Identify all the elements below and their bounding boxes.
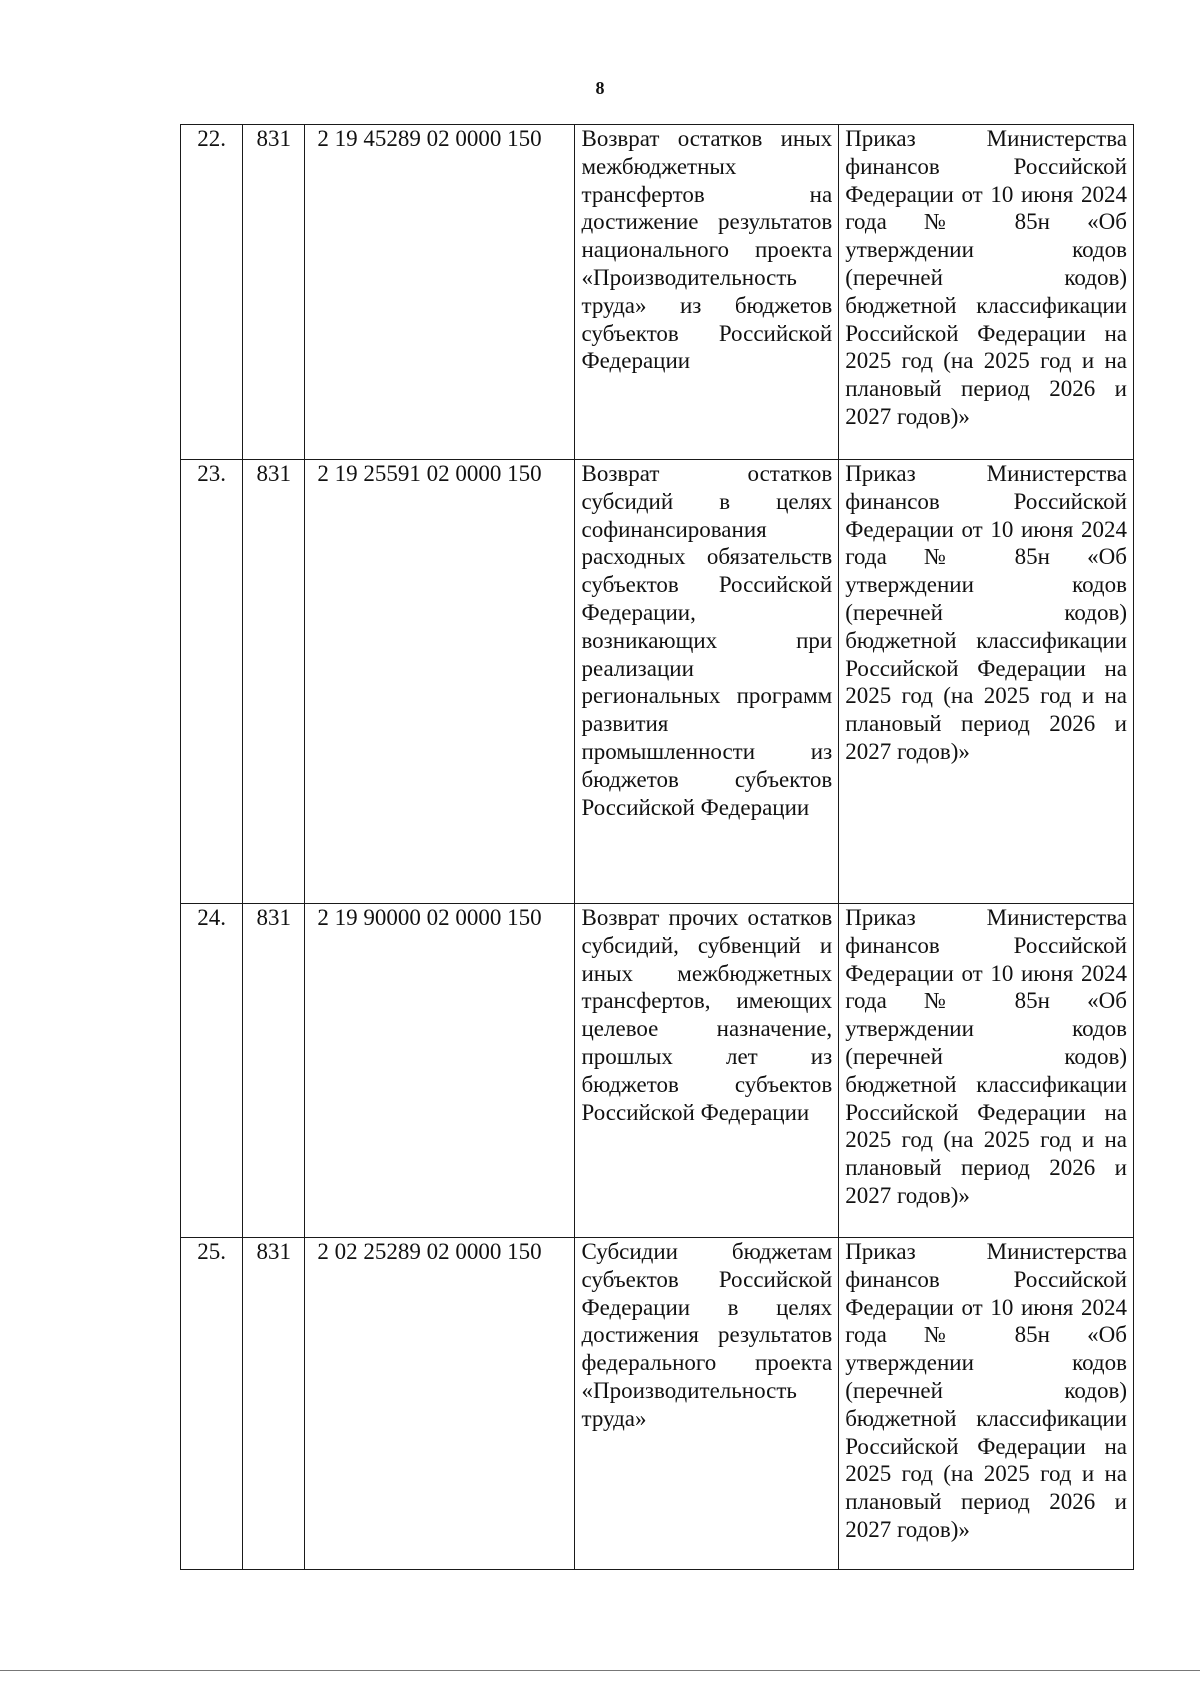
revenue-name: Возврат остатков иных межбюджетных трансфертов на достижение результатов национального проекта «Производительность труда» из бюджетов субъектов Российской Федерации (575, 125, 839, 460)
admin-code: 831 (243, 460, 305, 904)
legal-basis: Приказ Министерства финансов Российской Федерации от 10 июня 2024 года № 85н «Об утверждении кодов (перечней кодов) бюджетной классификации Российской Федерации на 2025 год (на 2025 год и на плановый период 2026 и 2027 годов)» (839, 904, 1134, 1238)
row-index: 24. (181, 904, 243, 1238)
table-row (181, 460, 1134, 904)
budget-classification-code: 2 19 45289 02 0000 150 (305, 125, 575, 460)
table-row (181, 125, 1134, 460)
budget-classification-code: 2 19 25591 02 0000 150 (305, 460, 575, 904)
legal-basis: Приказ Министерства финансов Российской Федерации от 10 июня 2024 года № 85н «Об утверждении кодов (перечней кодов) бюджетной классификации Российской Федерации на 2025 год (на 2025 год и на плановый период 2026 и 2027 годов)» (839, 1238, 1134, 1570)
admin-code: 831 (243, 1238, 305, 1570)
legal-basis: Приказ Министерства финансов Российской Федерации от 10 июня 2024 года № 85н «Об утверждении кодов (перечней кодов) бюджетной классификации Российской Федерации на 2025 год (на 2025 год и на плановый период 2026 и 2027 годов)» (839, 460, 1134, 904)
row-index: 23. (181, 460, 243, 904)
admin-code: 831 (243, 125, 305, 460)
admin-code: 831 (243, 904, 305, 1238)
budget-codes-table (180, 124, 1134, 1570)
table-row (181, 1238, 1134, 1570)
table-row (181, 904, 1134, 1238)
budget-classification-code: 2 19 90000 02 0000 150 (305, 904, 575, 1238)
legal-basis: Приказ Министерства финансов Российской Федерации от 10 июня 2024 года № 85н «Об утверждении кодов (перечней кодов) бюджетной классификации Российской Федерации на 2025 год (на 2025 год и на плановый период 2026 и 2027 годов)» (839, 125, 1134, 460)
revenue-name: Возврат прочих остатков субсидий, субвенций и иных межбюджетных трансфертов, имеющих целевое назначение, прошлых лет из бюджетов субъектов Российской Федерации (575, 904, 839, 1238)
revenue-name: Субсидии бюджетам субъектов Российской Федерации в целях достижения результатов федерального проекта «Производительность труда» (575, 1238, 839, 1570)
revenue-name: Возврат остатков субсидий в целях софинансирования расходных обязательств субъектов Российской Федерации, возникающих при реализации региональных программ развития промышленности из бюджетов субъектов Российской Федерации (575, 460, 839, 904)
page-bottom-rule (0, 1670, 1200, 1671)
budget-classification-code: 2 02 25289 02 0000 150 (305, 1238, 575, 1570)
row-index: 22. (181, 125, 243, 460)
row-index: 25. (181, 1238, 243, 1570)
page-number: 8 (595, 78, 605, 98)
